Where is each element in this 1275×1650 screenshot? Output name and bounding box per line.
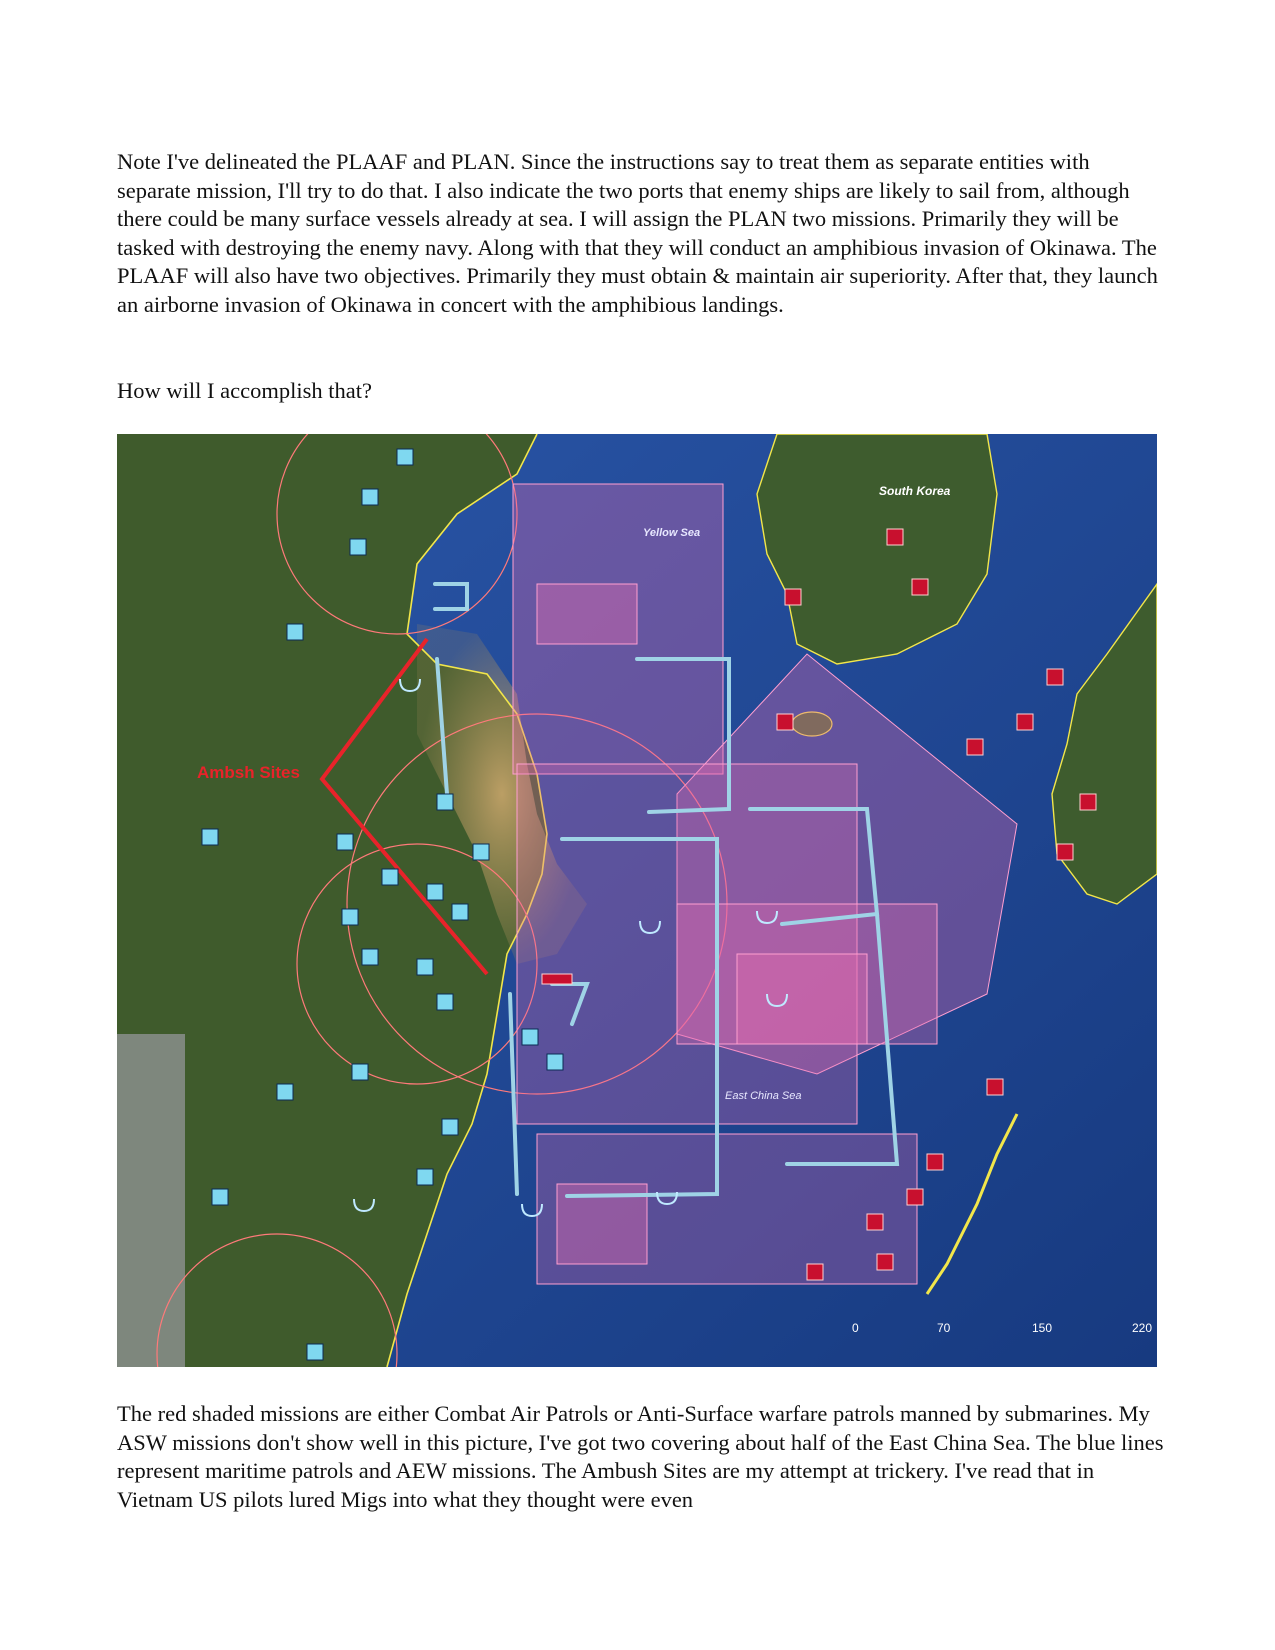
blank-tile bbox=[117, 1034, 185, 1367]
east-china-sea-label: East China Sea bbox=[725, 1090, 802, 1102]
ambush-sites-label: Ambsh Sites bbox=[197, 763, 300, 782]
scale-tick-0: 0 bbox=[852, 1321, 859, 1335]
intro-paragraph: Note I've delineated the PLAAF and PLAN. Since the instructions say to treat them as separate entities with separate mission, I'll try to do that. I also indicate the two ports that enemy ships are likely to sail from, although there could be many surface vessels already at sea. I will assign the PLAN two missions. Primarily they will be tasked with destroying the enemy navy. Along with that they will conduct an amphibious invasion of Okinawa. The PLAAF will also have two objectives. Primarily they must obtain & maintain air superiority. After that, they launch an airborne invasion of Okinawa in concert with the amphibious landings. bbox=[117, 149, 1158, 317]
scale-tick-70: 70 bbox=[937, 1321, 951, 1335]
theater-map bbox=[117, 434, 1157, 1367]
question-paragraph: How will I accomplish that? bbox=[117, 378, 372, 403]
explanation-paragraph: The red shaded missions are either Combat Air Patrols or Anti-Surface warfare patrols manned by submarines. My ASW missions don't show well in this picture, I've got two covering about half of the East China Sea. The blue lines represent maritime patrols and AEW missions. The Ambush Sites are my attempt at trickery. I've read that in Vietnam US pilots lured Migs into what they thought were even bbox=[117, 1401, 1164, 1512]
yellow-sea-label: Yellow Sea bbox=[643, 527, 701, 539]
scale-tick-220: 220 bbox=[1132, 1321, 1153, 1335]
scale-tick-150: 150 bbox=[1032, 1321, 1053, 1335]
south-korea-label: South Korea bbox=[879, 484, 951, 498]
